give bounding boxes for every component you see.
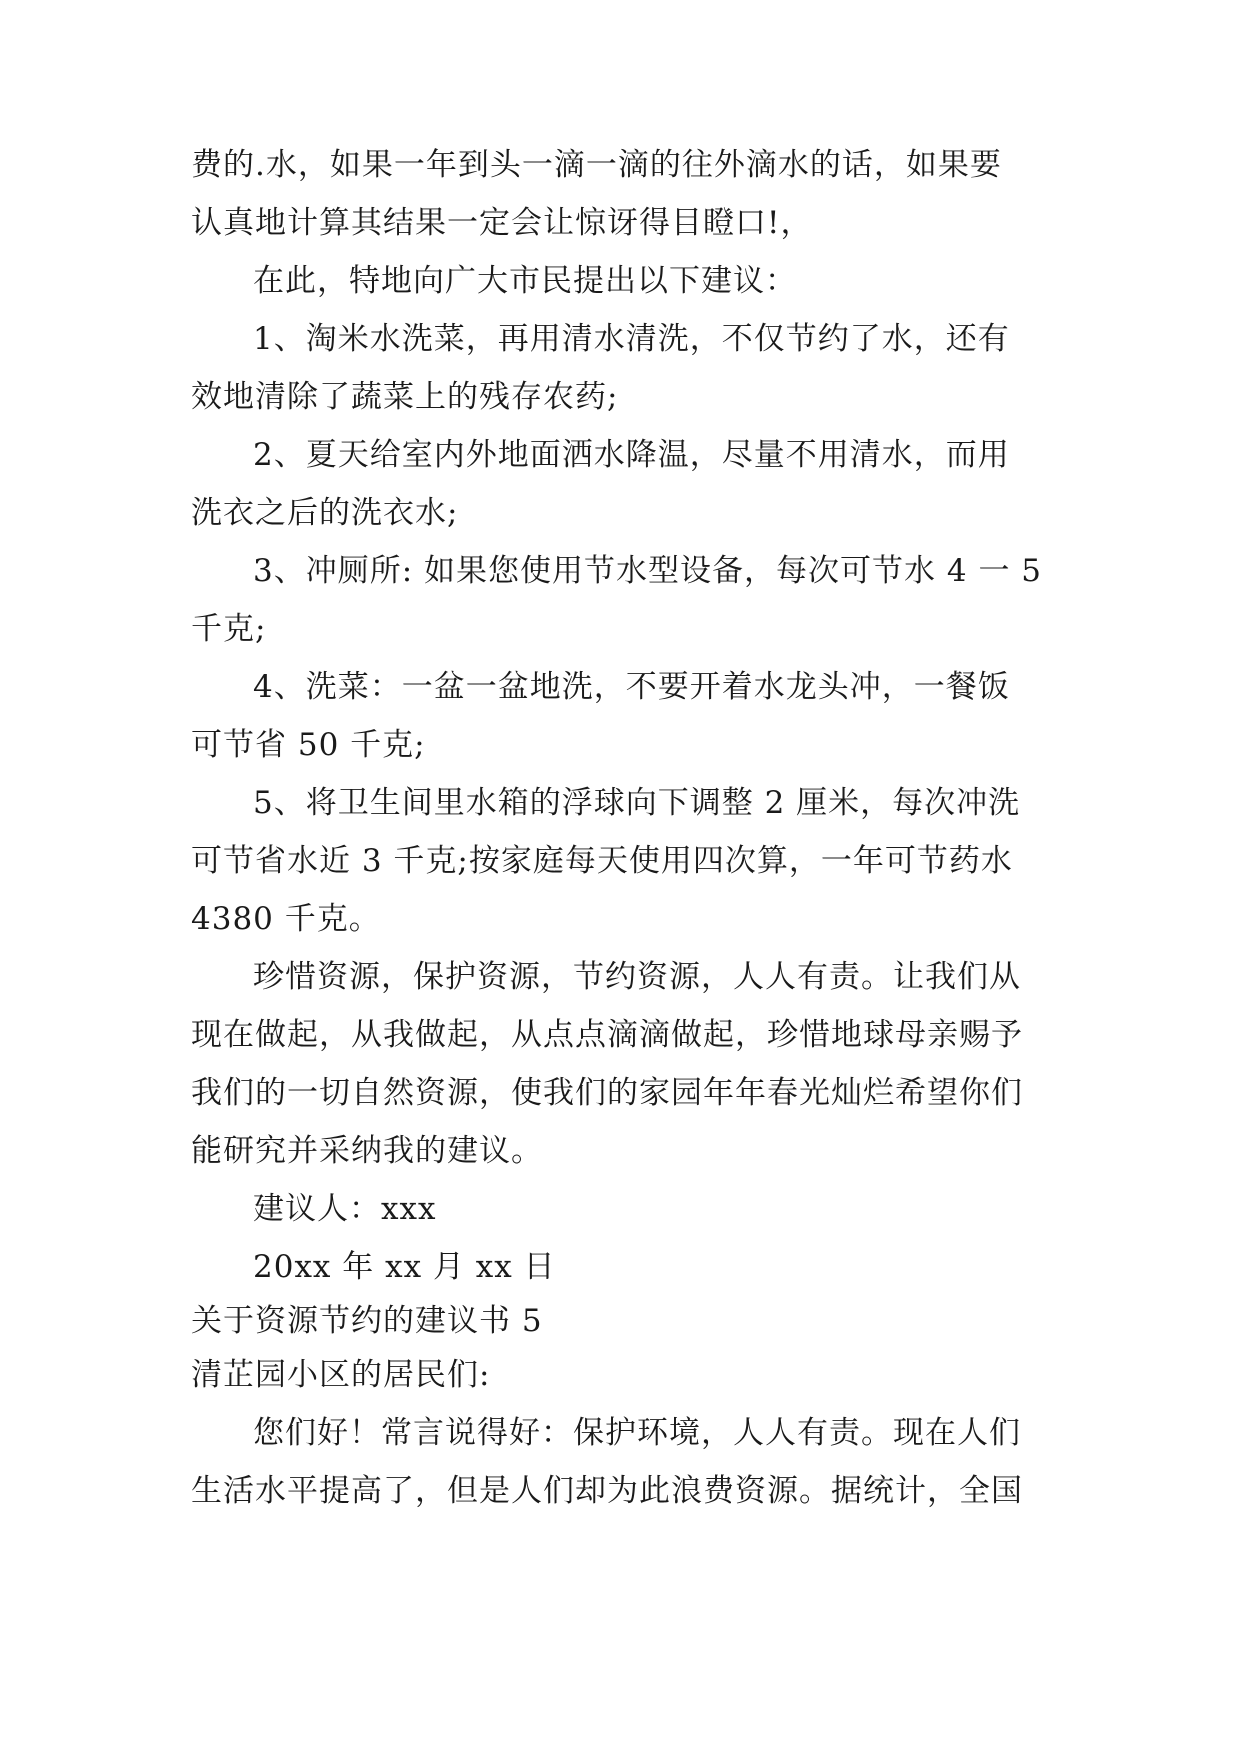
body-text-line: 在此，特地向广大市民提出以下建议： [253, 263, 797, 299]
body-text-line: 4380 千克。 [191, 901, 381, 937]
body-text-line: 生活水平提高了，但是人们却为此浪费资源。据统计，全国 [191, 1473, 1023, 1509]
date-line: 20xx 年 xx 月 xx 日 [253, 1249, 556, 1285]
suggestion-item: 1、淘米水洗菜，再用清水清洗，不仅节约了水，还有 [253, 321, 1010, 357]
body-text-line: 现在做起，从我做起，从点点滴滴做起，珍惜地球母亲赐予 [191, 1017, 1023, 1053]
section-heading: 关于资源节约的建议书 5 [191, 1303, 543, 1339]
suggestion-item: 4、洗菜：一盆一盆地洗，不要开着水龙头冲，一餐饭 [253, 669, 1010, 705]
body-text-line: 洗衣之后的洗衣水; [191, 495, 459, 531]
body-text-line: 您们好！常言说得好：保护环境，人人有责。现在人们 [253, 1415, 1021, 1451]
body-text-line: 可节省 50 千克; [191, 727, 426, 763]
body-text-line: 费的.水，如果一年到头一滴一滴的往外滴水的话，如果要 [191, 147, 1002, 183]
suggestion-item: 5、将卫生间里水箱的浮球向下调整 2 厘米，每次冲洗 [253, 785, 1021, 821]
salutation: 清芷园小区的居民们: [191, 1357, 491, 1393]
body-text-line: 千克; [191, 611, 267, 647]
body-text-line: 可节省水近 3 千克;按家庭每天使用四次算，一年可节药水 [191, 843, 1013, 879]
body-text-line: 我们的一切自然资源，使我们的家园年年春光灿烂希望你们 [191, 1075, 1023, 1111]
signature-line: 建议人：xxx [253, 1191, 437, 1227]
body-text-line: 能研究并采纳我的建议。 [191, 1133, 543, 1169]
body-text-line: 效地清除了蔬菜上的残存农药; [191, 379, 619, 415]
body-text-line: 珍惜资源，保护资源，节约资源，人人有责。让我们从 [253, 959, 1021, 995]
suggestion-item: 3、冲厕所: 如果您使用节水型设备，每次可节水 4 一 5 [253, 553, 1043, 589]
body-text-line: 认真地计算其结果一定会让惊讶得目瞪口!， [191, 205, 813, 241]
suggestion-item: 2、夏天给室内外地面洒水降温，尽量不用清水，而用 [253, 437, 1010, 473]
